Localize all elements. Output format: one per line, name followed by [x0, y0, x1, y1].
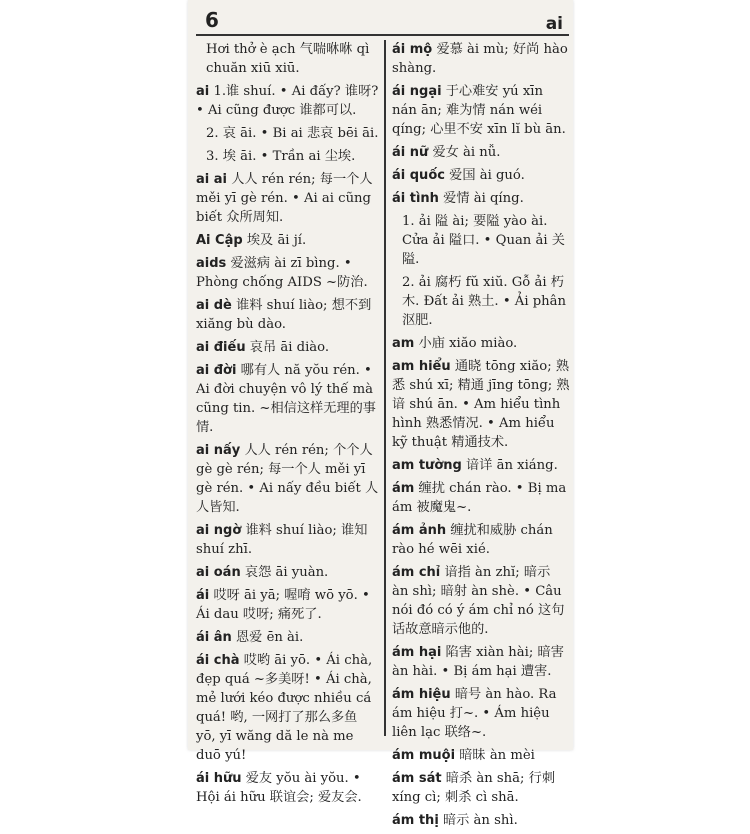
definition-text: 1. ải 隘 ài; 要隘 yào ài. Cửa ải 隘口. • Quan ải 关隘.	[402, 214, 565, 267]
headword: Ai Cập	[196, 233, 243, 248]
definition-text: 1.谁 shuí. • Ai đấy? 谁呀? • Ai cũng được 谁都可以.	[196, 84, 379, 118]
definition-text: 爱情 ài qíng.	[443, 191, 524, 206]
dictionary-entry	[392, 521, 570, 559]
right-column	[392, 40, 570, 834]
headword: aids	[196, 256, 227, 271]
dictionary-entry	[392, 357, 570, 452]
header-rule	[196, 34, 569, 36]
dictionary-entry	[196, 147, 380, 166]
headword: ai đời	[196, 363, 237, 378]
definition-text: 暗昧 àn mèi	[459, 748, 535, 763]
definition-text: 爱国 ài guó.	[449, 168, 525, 183]
definition-text: 暗示 àn shì.	[442, 813, 518, 828]
definition-text: 谙详 ān xiáng.	[466, 458, 558, 473]
headword: am	[392, 336, 415, 351]
headword: ái ngại	[392, 84, 442, 99]
definition-text: 暗号 àn hào. Ra ám hiệu 打~. • Ám hiệu liên lạc 联络~.	[392, 687, 557, 740]
headword: ái mộ	[392, 42, 433, 57]
headword: ái tình	[392, 191, 439, 206]
definition-text: 2. ải 腐朽 fŭ xiŭ. Gỗ ải 朽木. Đất ải 熟土. • Ải phân 沤肥.	[402, 275, 567, 328]
dictionary-entry	[392, 40, 570, 78]
headword: am hiểu	[392, 359, 451, 374]
definition-text: 哀吊 āi diào.	[249, 340, 330, 355]
dictionary-entry	[196, 296, 380, 334]
definition-text: 暗杀 àn shā; 行刺 xíng cì; 刺杀 cì shā.	[392, 771, 556, 805]
headword: ám ảnh	[392, 523, 447, 538]
definition-text: 陷害 xiàn hài; 暗害 àn hài. • Bị ám hại 遭害.	[392, 645, 564, 679]
page-number: 6	[205, 8, 219, 32]
definition-text: 哪有人 nă yŏu rén. • Ai đời chuyện vô lý thế mà cũng tin. ~相信这样无理的事情.	[196, 363, 376, 435]
dictionary-entry	[196, 521, 380, 559]
dictionary-entry	[392, 769, 570, 807]
dictionary-entry	[196, 170, 380, 227]
column-divider	[384, 40, 386, 736]
headword: ám	[392, 481, 415, 496]
definition-text: 通晓 tōng xiăo; 熟悉 shú xī; 精通 jīng tōng; 熟谙 shú ān. • Am hiểu tình hình 熟悉情况. • Am hiểu kỹ thuật 精通技术.	[392, 359, 570, 450]
definition-text: 爱滋病 ài zī bìng. • Phòng chống AIDS ~防治.	[196, 256, 368, 290]
dictionary-entry	[392, 189, 570, 208]
definition-text: 哎呀 āi yā; 喔唷 wō yō. • Ái dau 哎呀; 痛死了.	[196, 588, 370, 622]
headword: ai dè	[196, 298, 232, 313]
definition-text: 2. 哀 āi. • Bi ai 悲哀 bēi āi.	[206, 126, 379, 141]
dictionary-entry	[196, 628, 380, 647]
dictionary-entry	[196, 82, 380, 120]
dictionary-entry	[392, 746, 570, 765]
headword: ai nấy	[196, 443, 241, 458]
left-column	[196, 40, 380, 811]
definition-text: 爱女 ài nǚ.	[432, 145, 501, 160]
definition-text: 缠扰 chán rào. • Bị ma ám 被魔鬼~.	[392, 481, 567, 515]
definition-text: Hơi thở è ạch 气喘咻咻 qì chuăn xiū xiū.	[206, 42, 370, 76]
dictionary-entry	[196, 338, 380, 357]
definition-text: 爱友 yŏu ài yŏu. • Hội ái hữu 联谊会; 爱友会.	[196, 771, 362, 805]
dictionary-entry	[196, 586, 380, 624]
headword: ái chà	[196, 653, 240, 668]
dictionary-entry	[392, 212, 570, 269]
headword: ám chỉ	[392, 565, 441, 580]
definition-text: 人人 rén rén; 个个人 gè gè rén; 每一个人 měi yī gè rén. • Ai nấy đều biết 人人皆知.	[196, 443, 379, 515]
headword: ai ai	[196, 172, 227, 187]
running-head: ai	[545, 14, 563, 34]
dictionary-entry	[392, 82, 570, 139]
headword: ám hại	[392, 645, 442, 660]
definition-text: 谁料 shuí liào; 谁知 shuí zhī.	[196, 523, 368, 557]
headword: am tường	[392, 458, 462, 473]
dictionary-entry	[392, 143, 570, 162]
headword: ai điếu	[196, 340, 246, 355]
headword: ái	[196, 588, 210, 603]
headword: ái nữ	[392, 145, 429, 160]
headword: ám sát	[392, 771, 442, 786]
definition-text: 恩爱 ēn ài.	[236, 630, 304, 645]
definition-text: 3. 埃 āi. • Trần ai 尘埃.	[206, 149, 356, 164]
headword: ám thị	[392, 813, 439, 828]
dictionary-entry	[196, 441, 380, 517]
headword: ám hiệu	[392, 687, 451, 702]
definition-text: 哀怨 āi yuàn.	[244, 565, 329, 580]
definition-text: 小庙 xiăo miào.	[418, 336, 518, 351]
definition-text: 谙指 àn zhĭ; 暗示 àn shì; 暗射 àn shè. • Câu nói đó có ý ám chỉ nó 这句话故意暗示他的.	[392, 565, 565, 637]
headword: ai ngờ	[196, 523, 242, 538]
definition-text: 谁料 shuí liào; 想不到 xiăng bù dào.	[196, 298, 372, 332]
dictionary-page	[188, 0, 573, 828]
dictionary-entry	[196, 231, 380, 250]
dictionary-entry	[392, 273, 570, 330]
headword: ái hữu	[196, 771, 242, 786]
dictionary-entry	[196, 254, 380, 292]
dictionary-entry	[196, 124, 380, 143]
dictionary-entry	[392, 563, 570, 639]
headword: ái quốc	[392, 168, 445, 183]
headword: ai	[196, 84, 210, 99]
definition-text: 人人 rén rén; 每一个人 měi yī gè rén. • Ai ai cũng biết 众所周知.	[196, 172, 373, 225]
dictionary-entry	[196, 563, 380, 582]
dictionary-entry	[392, 479, 570, 517]
dictionary-entry	[392, 643, 570, 681]
dictionary-entry	[392, 685, 570, 742]
dictionary-entry	[196, 651, 380, 765]
definition-text: 埃及 āi jí.	[246, 233, 307, 248]
dictionary-entry	[196, 769, 380, 807]
dictionary-entry	[196, 40, 380, 78]
definition-text: 于心难安 yú xīn nán ān; 难为情 nán wéi qíng; 心里不安 xīn lĭ bù ān.	[392, 84, 566, 137]
definition-text: 缠扰和威胁 chán rào hé wēi xié.	[392, 523, 553, 557]
dictionary-entry	[392, 166, 570, 185]
headword: ám muội	[392, 748, 456, 763]
headword: ái ân	[196, 630, 232, 645]
headword: ai oán	[196, 565, 241, 580]
dictionary-entry	[392, 811, 570, 830]
definition-text: 哎哟 āi yō. • Ái chà, đẹp quá ~多美呀! • Ái chà, mẻ lưới kéo được nhiều cá quá! 哟, 一网打了那么多鱼 yō, yī wăng dă le nà me duō yú!	[196, 653, 373, 763]
dictionary-entry	[196, 361, 380, 437]
definition-text: 爱慕 ài mù; 好尚 hào shàng.	[392, 42, 568, 76]
dictionary-entry	[392, 334, 570, 353]
dictionary-entry	[392, 456, 570, 475]
